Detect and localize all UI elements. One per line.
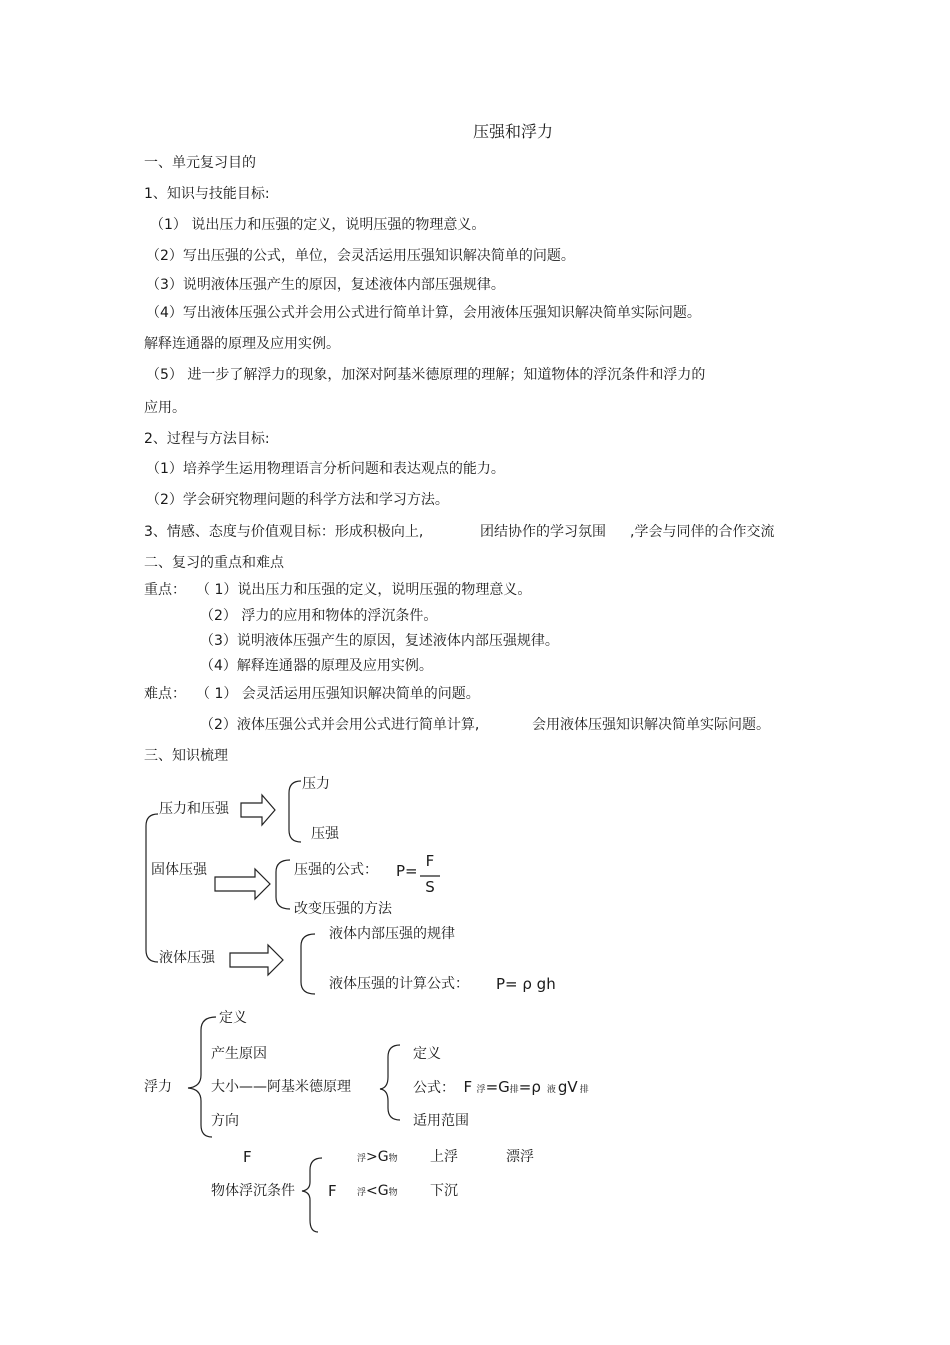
node-buoyancy-definition: 定义 [219, 1010, 247, 1026]
cond2-relation: 浮<G物 [357, 1183, 398, 1199]
node-archimedes-definition: 定义 [413, 1046, 441, 1062]
node-liquid-rule: 液体内部压强的规律 [329, 926, 455, 942]
goal-heading: 1、知识与技能目标: [144, 186, 270, 202]
goal-item: （2）写出压强的公式，单位，会灵活运用压强知识解决简单的问题。 [146, 248, 575, 264]
arrow-3 [230, 945, 283, 975]
main-bracket [146, 814, 158, 962]
node-buoyancy-direction: 方向 [211, 1113, 239, 1129]
difficulty-item: 会用液体压强知识解决简单实际问题。 [532, 717, 770, 733]
bracket-pressure [289, 781, 301, 842]
node-pressure: 压力和压强 [159, 801, 229, 817]
cond1-float: 漂浮 [506, 1149, 534, 1165]
arrow-1 [241, 795, 275, 825]
node-buoyancy-cause: 产生原因 [211, 1046, 267, 1062]
section-heading: 一、单元复习目的 [144, 155, 256, 171]
node-solid-change: 改变压强的方法 [294, 901, 392, 917]
sinkfloat-label: 物体浮沉条件 [211, 1183, 295, 1199]
cond1-relation: 浮>G物 [357, 1149, 398, 1165]
sinkfloat-brace [302, 1158, 322, 1232]
node-solid: 固体压强 [151, 862, 207, 878]
key-item: （4）解释连通器的原理及应用实例。 [200, 658, 433, 674]
goal-item: （1）培养学生运用物理语言分析问题和表达观点的能力。 [146, 461, 505, 477]
difficulty-label: 难点： [144, 686, 186, 702]
formula-numerator: F [425, 852, 435, 870]
cond1-F: F [243, 1148, 252, 1166]
goal-item: （3）说明液体压强产生的原因，复述液体内部压强规律。 [146, 277, 505, 293]
formula-label: 公式： [413, 1080, 455, 1096]
key-item: （2） 浮力的应用和物体的浮沉条件。 [200, 608, 438, 624]
node-liquid-formula-label: 液体压强的计算公式： [329, 976, 469, 992]
liquid-formula: P= ρ gh [496, 975, 556, 993]
node-archimedes-formula: 公式： F 浮=G排=ρ 液 gV 排 [413, 1078, 589, 1096]
cond1-rise: 上浮 [430, 1149, 458, 1165]
goal-item: （5） 进一步了解浮力的现象，加深对阿基米德原理的理解；知道物体的浮沉条件和浮力的 [146, 367, 706, 383]
page-title: 压强和浮力 [473, 122, 554, 141]
formula-p: P= [396, 862, 418, 880]
section-heading: 二、复习的重点和难点 [144, 555, 284, 571]
goal-item: （2）学会研究物理问题的科学方法和学习方法。 [146, 492, 449, 508]
key-item: （3）说明液体压强产生的原因，复述液体内部压强规律。 [200, 633, 559, 649]
node-liquid: 液体压强 [159, 950, 215, 966]
node-solid-formula-label: 压强的公式： [294, 862, 378, 878]
cond2-sink: 下沉 [430, 1183, 458, 1199]
node-archimedes-scope: 适用范围 [413, 1113, 469, 1129]
goal-item: （1） 说出压力和压强的定义，说明压强的物理意义。 [150, 217, 486, 233]
section-heading: 三、知识梳理 [144, 748, 228, 764]
cond2-F: F [328, 1182, 337, 1200]
node-buoyancy-size: 大小——阿基米德原理 [211, 1079, 351, 1095]
difficulty-item: （ 1） 会灵活运用压强知识解决简单的问题。 [196, 686, 480, 702]
goal-text: 团结协作的学习氛围 [480, 524, 606, 540]
formula-denominator: S [425, 878, 435, 896]
node-buoyancy: 浮力 [144, 1079, 172, 1095]
node-pressure-force: 压力 [302, 776, 330, 792]
key-label: 重点： [144, 582, 186, 598]
goal-item: 解释连通器的原理及应用实例。 [144, 336, 340, 352]
goal-heading: 3、情感、态度与价值观目标：形成积极向上, [144, 524, 424, 540]
goal-text: ,学会与同伴的合作交流 [630, 524, 775, 540]
key-item: （ 1）说出压力和压强的定义，说明压强的物理意义。 [196, 582, 532, 598]
difficulty-item: （2）液体压强公式并会用公式进行简单计算, [200, 717, 480, 733]
bracket-solid [276, 860, 290, 909]
goal-item: 应用。 [144, 400, 186, 416]
goal-heading: 2、过程与方法目标: [144, 431, 270, 447]
goal-item: （4）写出液体压强公式并会用公式进行简单计算，会用液体压强知识解决简单实际问题。 [146, 305, 701, 321]
arrow-2 [215, 869, 270, 899]
node-pressure-strength: 压强 [311, 826, 339, 842]
archimedes-brace [380, 1045, 400, 1120]
bracket-liquid [301, 934, 315, 994]
